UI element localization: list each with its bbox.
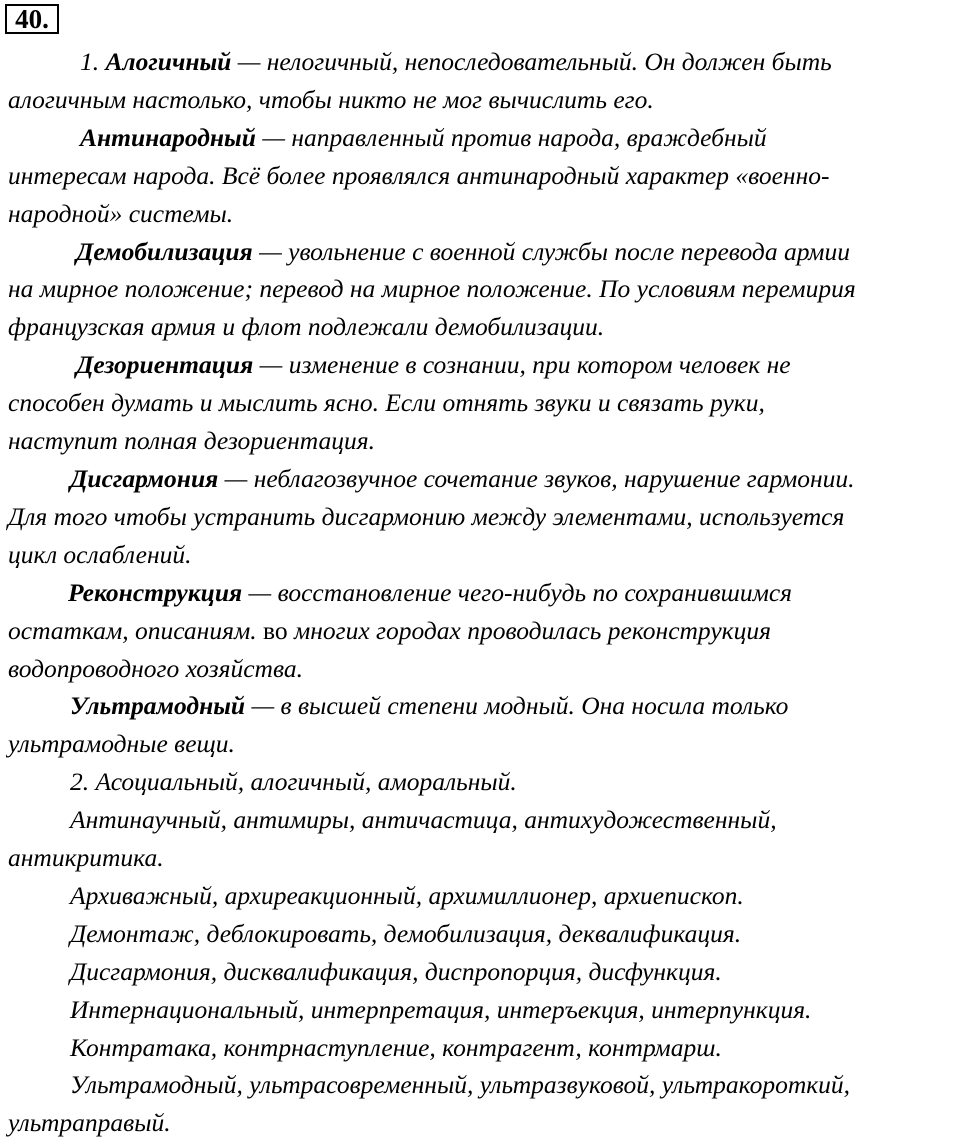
answer-text — [8, 43, 948, 1142]
text-line — [8, 1104, 948, 1142]
text-line — [8, 574, 948, 612]
text-line — [8, 877, 948, 915]
text-line — [8, 346, 948, 384]
text-segment: наступит полная дезориентация. — [8, 426, 375, 456]
text-line — [8, 233, 948, 271]
text-line — [8, 953, 948, 991]
text-line — [8, 195, 948, 233]
text-segment: Демонтаж, деблокировать, демобилизация, деквалификация. — [70, 918, 742, 948]
text-segment: алогичным настолько, чтобы никто не мог вычислить его. — [8, 84, 654, 114]
text-segment: — восстановление чего-нибудь по сохранившимся — [242, 577, 793, 607]
text-line — [8, 763, 948, 801]
text-segment: — увольнение с военной службы после перевода армии — [252, 236, 850, 266]
text-line — [8, 612, 948, 650]
text-line — [8, 801, 948, 839]
text-line — [8, 498, 948, 536]
text-line — [8, 650, 948, 688]
term: Демобилизация — [76, 236, 253, 266]
text-segment: цикл ослаблений. — [8, 539, 192, 569]
text-segment: — нелогичный, непоследовательный. Он должен быть — [231, 47, 832, 76]
text-segment: ультраправый. — [8, 1108, 171, 1138]
text-segment: Контратака, контрнаступление, контрагент, контрмарш. — [70, 1032, 722, 1062]
text-line — [8, 536, 948, 574]
text-segment: Интернациональный, интерпретация, интеръекция, интерпункция. — [70, 994, 812, 1024]
text-segment: во — [262, 615, 288, 645]
text-segment: водопроводного хозяйства. — [8, 653, 303, 683]
text-segment: Антинаучный, антимиры, античастица, антихудожественный, — [70, 805, 777, 835]
text-segment: Ультрамодный, ультрасовременный, ультразвуковой, ультракороткий, — [70, 1070, 851, 1100]
text-line — [8, 308, 948, 346]
text-segment: способен думать и мыслить ясно. Если отнять звуки и связать руки, — [8, 388, 765, 418]
text-segment: — изменение в сознании, при котором человек не — [253, 350, 791, 380]
text-segment: Дисгармония, дисквалификация, диспропорция, дисфункция. — [70, 956, 722, 986]
text-segment: народной» системы. — [8, 198, 234, 228]
text-line — [8, 991, 948, 1029]
text-line — [8, 687, 948, 725]
term: Дисгармония — [70, 463, 219, 493]
term: Ультрамодный — [70, 691, 246, 721]
text-line — [8, 915, 948, 953]
text-line — [8, 460, 948, 498]
text-line — [8, 157, 948, 195]
text-line — [8, 81, 948, 119]
text-line — [8, 839, 948, 877]
text-line — [8, 119, 948, 157]
term: Реконструкция — [68, 577, 243, 607]
text-segment: ультрамодные вещи. — [8, 729, 235, 759]
term: Алогичный — [105, 47, 232, 76]
term: Антинародный — [80, 122, 256, 152]
text-segment: — в высшей степени модный. Она носила только — [245, 691, 789, 721]
text-line — [8, 270, 948, 308]
term: Дезориентация — [76, 350, 254, 380]
text-line — [8, 1066, 948, 1104]
task-number: 40. — [5, 4, 59, 34]
text-line — [8, 422, 948, 460]
text-segment: многих городах проводилась реконструкция — [287, 615, 771, 645]
text-segment: остаткам, описаниям. — [8, 615, 263, 645]
text-segment: антикритика. — [8, 843, 164, 873]
text-segment: французская армия и флот подлежали демобилизации. — [8, 312, 605, 342]
text-segment: Архиважный, архиреакционный, архимиллионер, архиепископ. — [70, 880, 744, 910]
text-segment: 2. Асоциальный, алогичный, аморальный. — [70, 767, 517, 797]
text-segment: — направленный против народа, враждебный — [255, 122, 767, 152]
text-line — [8, 1029, 948, 1067]
text-segment: на мирное положение; перевод на мирное положение. По условиям перемирия — [8, 274, 856, 304]
text-segment: 1. — [80, 47, 106, 76]
text-segment: — неблагозвучное сочетание звуков, нарушение гармонии. — [218, 463, 855, 493]
text-line — [8, 43, 948, 81]
text-line — [8, 384, 948, 422]
text-segment: интересам народа. Всё более проявлялся антинародный характер «военно- — [8, 160, 830, 190]
text-segment: Для того чтобы устранить дисгармонию между элементами, используется — [8, 501, 845, 531]
text-line — [8, 725, 948, 763]
